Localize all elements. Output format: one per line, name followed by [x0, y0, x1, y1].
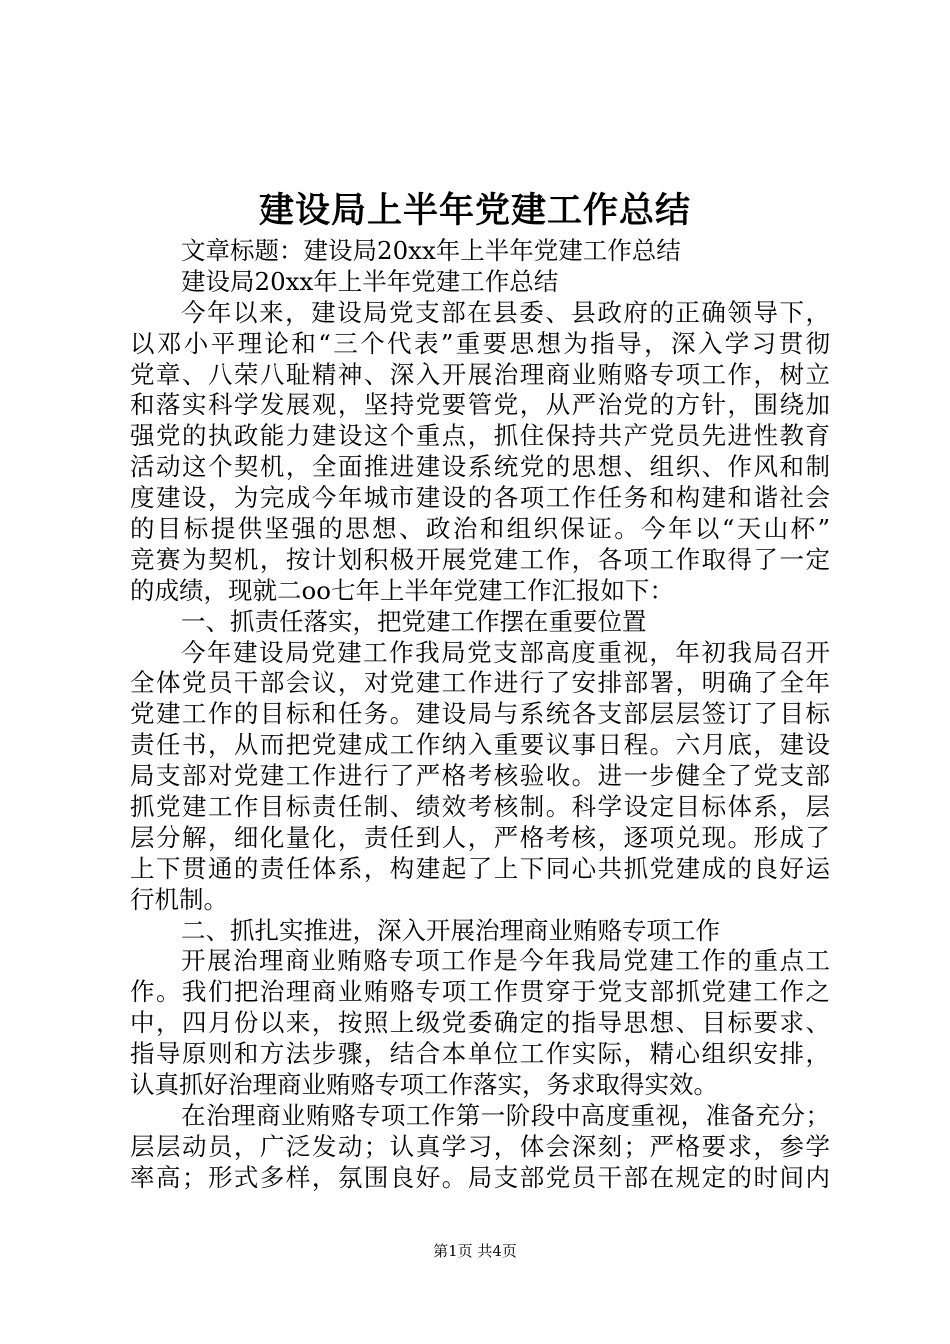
- body-line: 今年以来，建设局党支部在县委、县政府的正确领导下，: [181, 297, 830, 327]
- body-line: 责任书，从而把党建成工作纳入重要议事日程。六月底，建设: [130, 730, 830, 760]
- body-line: 层分解，细化量化，责任到人，严格考核，逐项兑现。形成了: [130, 822, 830, 852]
- page-footer: 第1页 共4页: [433, 1242, 517, 1260]
- body-line: 文章标题：建设局20xx年上半年党建工作总结: [181, 236, 681, 265]
- body-line: 以邓小平理论和“三个代表”重要思想为指导，深入学习贯彻: [130, 328, 830, 358]
- body-line: 行机制。: [130, 884, 228, 914]
- body-line: 和落实科学发展观，坚持党要管党，从严治党的方针，围绕加: [130, 390, 830, 420]
- document-title: 建设局上半年党建工作总结: [258, 190, 691, 231]
- body-line: 率高；形式多样，氛围良好。局支部党员干部在规定的时间内: [130, 1162, 830, 1192]
- body-line: 抓党建工作目标责任制、绩效考核制。科学设定目标体系，层: [130, 792, 830, 822]
- body-line: 二、抓扎实推进，深入开展治理商业贿赂专项工作: [181, 915, 720, 945]
- body-line: 作。我们把治理商业贿赂专项工作贯穿于党支部抓党建工作之: [130, 977, 830, 1007]
- body-line: 建设局20xx年上半年党建工作总结: [181, 266, 559, 296]
- body-line: 在治理商业贿赂专项工作第一阶段中高度重视，准备充分；: [181, 1100, 830, 1130]
- body-line: 开展治理商业贿赂专项工作是今年我局党建工作的重点工: [181, 946, 830, 976]
- body-line: 层层动员，广泛发动；认真学习，体会深刻；严格要求，参学: [130, 1131, 830, 1161]
- body-line: 认真抓好治理商业贿赂专项工作落实，务求取得实效。: [130, 1070, 718, 1100]
- body-line: 党章、八荣八耻精神、深入开展治理商业贿赂专项工作，树立: [130, 359, 830, 389]
- body-line: 度建设，为完成今年城市建设的各项工作任务和构建和谐社会: [130, 483, 830, 513]
- body-line: 一、抓责任落实，把党建工作摆在重要位置: [181, 606, 647, 636]
- body-line: 的成绩，现就二oo七年上半年党建工作汇报如下：: [130, 575, 674, 605]
- document-body: [130, 236, 830, 1194]
- body-line: 全体党员干部会议，对党建工作进行了安排部署，明确了全年: [130, 668, 830, 698]
- body-line: 强党的执政能力建设这个重点，抓住保持共产党员先进性教育: [130, 421, 830, 451]
- body-line: 上下贯通的责任体系，构建起了上下同心共抓党建成的良好运: [130, 853, 830, 883]
- body-line: 的目标提供坚强的思想、政治和组织保证。今年以“天山杯”: [130, 514, 830, 544]
- body-line: 中，四月份以来，按照上级党委确定的指导思想、目标要求、: [130, 1008, 830, 1038]
- body-line: 竞赛为契机，按计划积极开展党建工作，各项工作取得了一定: [130, 544, 830, 574]
- body-line: 指导原则和方法步骤，结合本单位工作实际，精心组织安排，: [130, 1039, 830, 1069]
- body-line: 党建工作的目标和任务。建设局与系统各支部层层签订了目标: [130, 699, 830, 729]
- body-line: 活动这个契机，全面推进建设系统党的思想、组织、作风和制: [130, 452, 830, 482]
- body-line: 今年建设局党建工作我局党支部高度重视，年初我局召开: [181, 637, 830, 667]
- body-line: 局支部对党建工作进行了严格考核验收。进一步健全了党支部: [130, 761, 830, 791]
